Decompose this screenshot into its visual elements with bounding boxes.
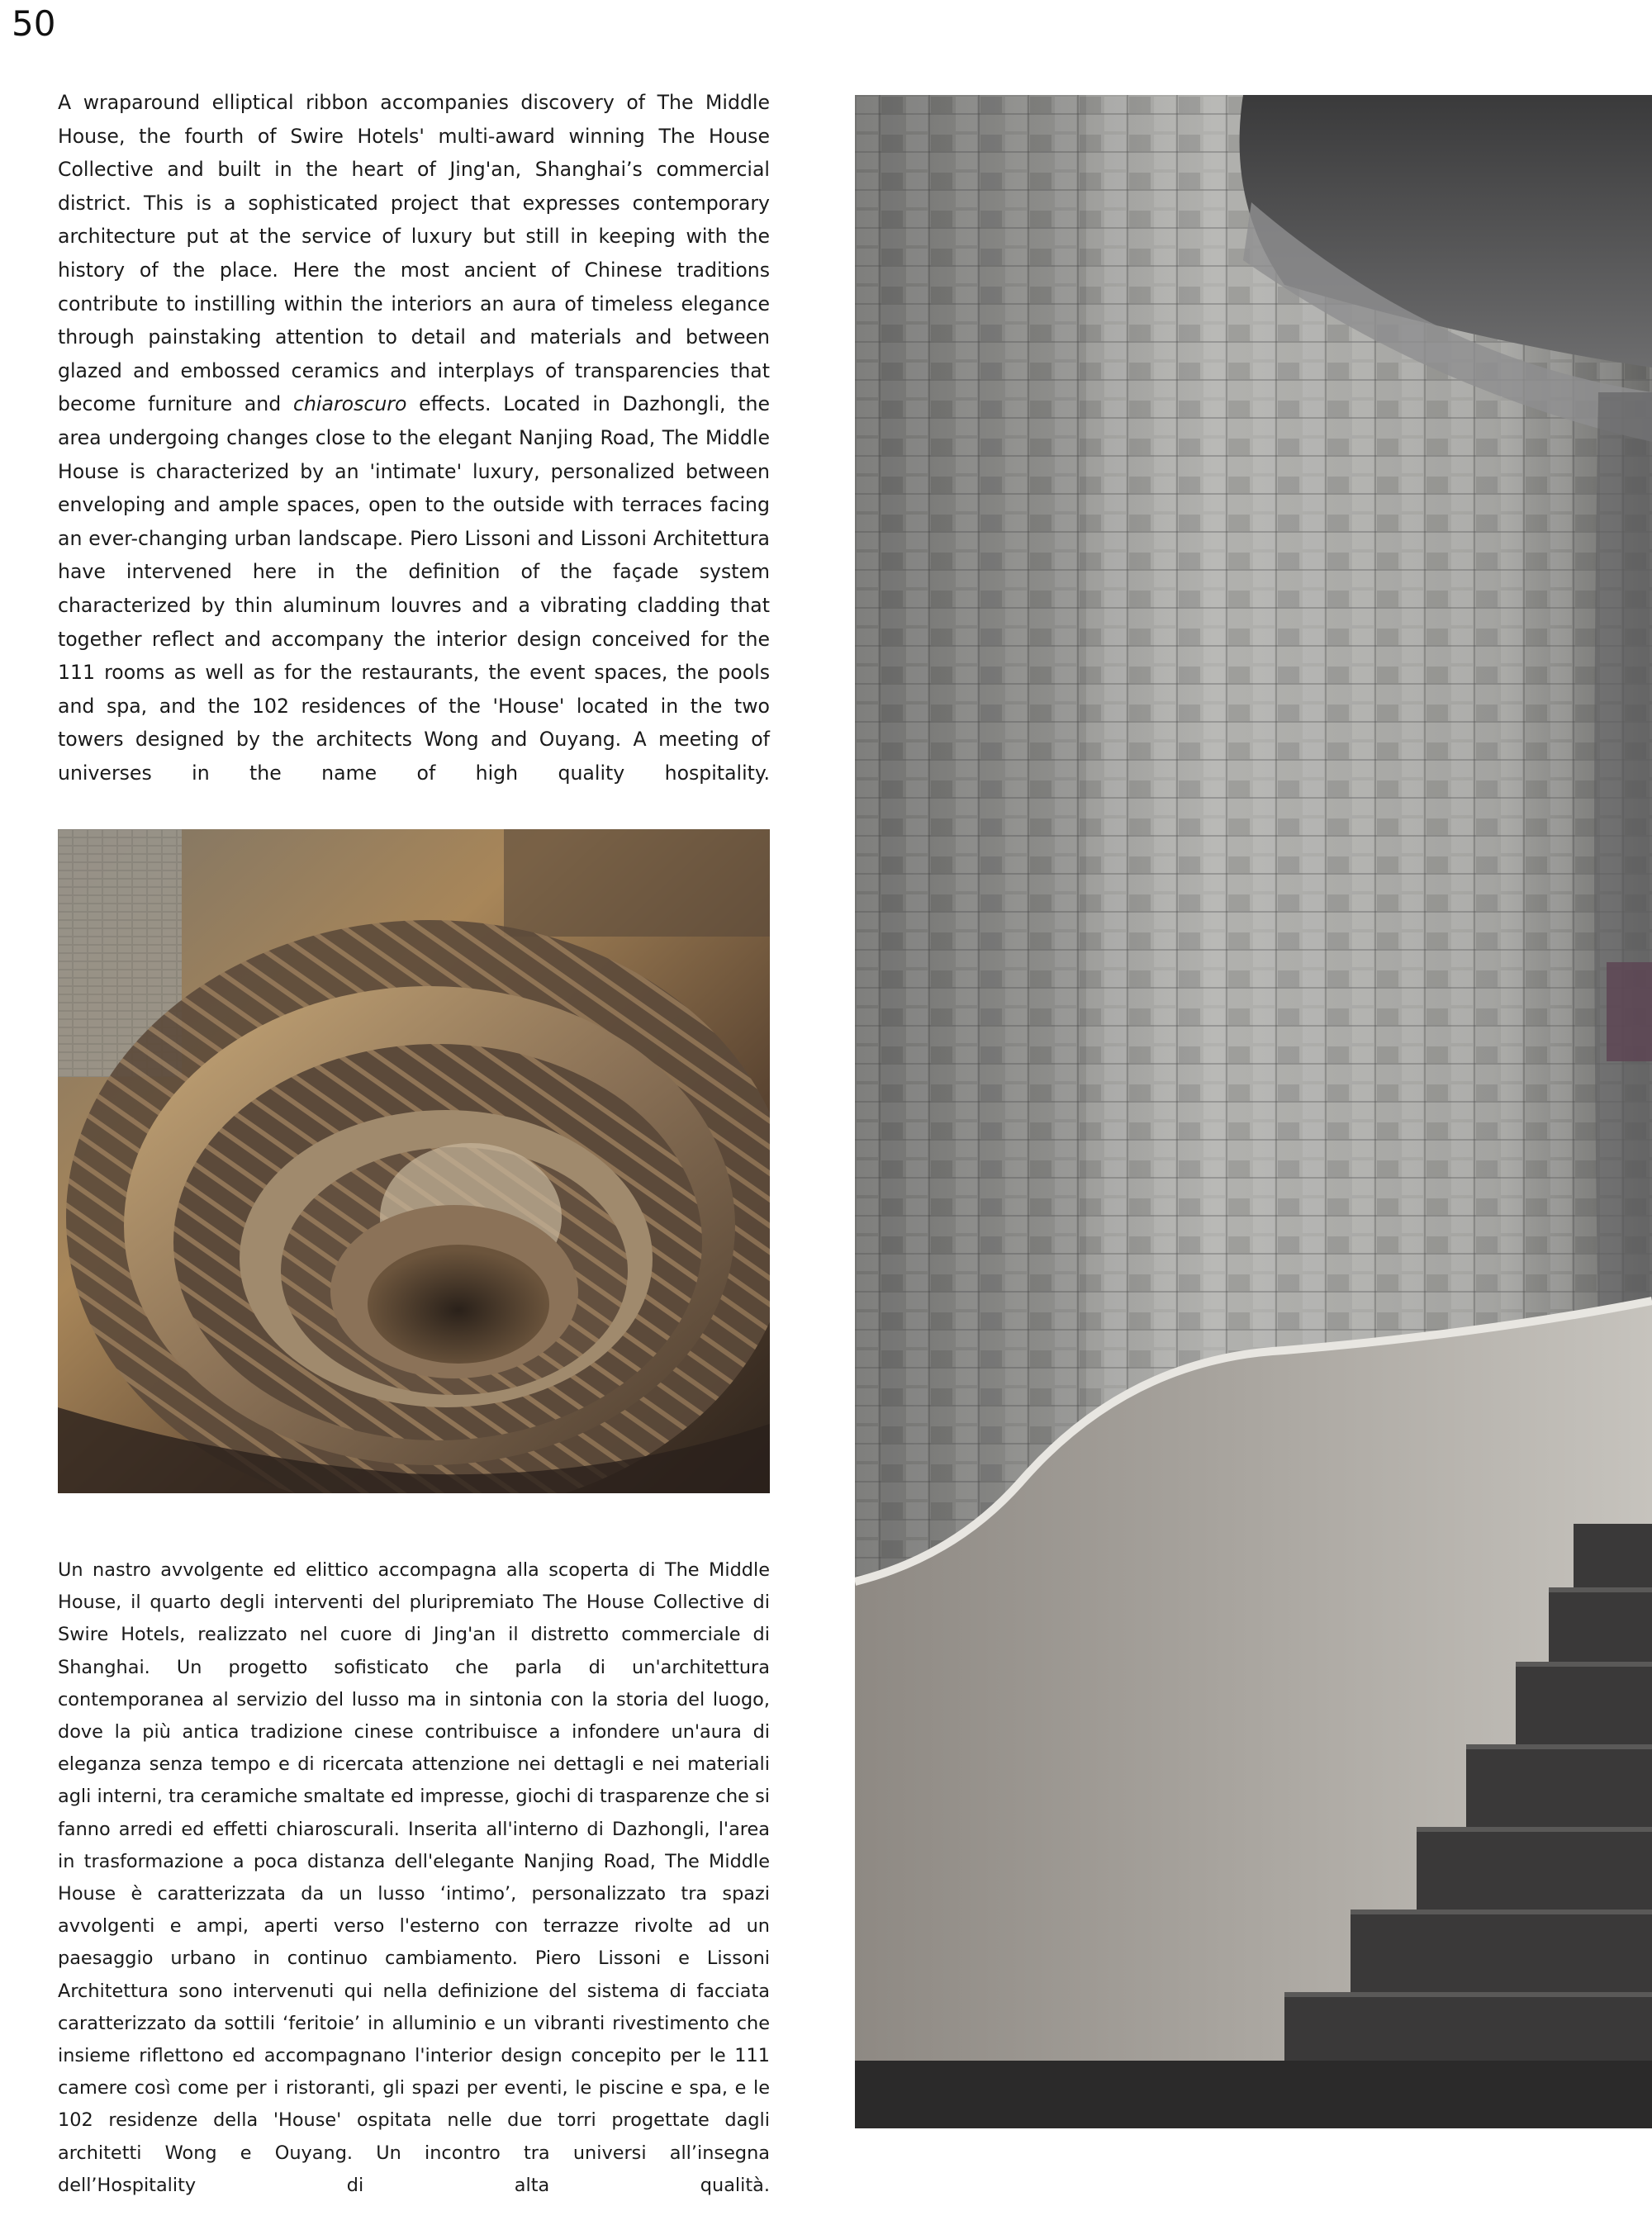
brick-wall-staircase-photo xyxy=(855,95,1652,2128)
english-text-part-2: effects. Located in Dazhongli, the area undergoing changes close to the elegant Nanjing Road, The Middle House is characterized by an 'intimate' luxury, personalized between enveloping and ample spaces, open to the outside with terraces facing an ever-changing urban landscape. Piero Lissoni and Lissoni Architettura have intervened here in the definition of the façade system characterized by thin aluminum louvres and a vibrating cladding that together reflect and accompany the interior design conceived for the 111 rooms as well as for the restaurants, the event spaces, the pools and spa, and the 102 residences of the 'House' located in the two towers designed by the architects Wong and Ouyang. A meeting of universes in the name of high quality hospitality. xyxy=(58,392,770,785)
article-text-english xyxy=(58,86,770,790)
english-text-part-1: A wraparound elliptical ribbon accompanies discovery of The Middle House, the fourth of Swire Hotels' multi-award winning The House Collective and built in the heart of Jing'an, Shanghai’s commercial district. This is a sophisticated project that expresses contemporary architecture put at the service of luxury but still in keeping with the history of the place. Here the most ancient of Chinese traditions contribute to instilling within the interiors an aura of timeless elegance through painstaking attention to detail and materials and between glazed and embossed ceramics and interplays of transparencies that become furniture and xyxy=(58,91,770,416)
article-text-italian: Un nastro avvolgente ed elittico accompagna alla scoperta di The Middle House, il quarto degli interventi del pluripremiato The House Collective di Swire Hotels, realizzato nel cuore di Jing'an il distretto commerciale di Shanghai. Un progetto sofisticato che parla di un'architettura contemporanea al servizio del lusso ma in sintonia con la storia del luogo, dove la più antica tradizione cinese contribuisce a infondere un'aura di eleganza senza tempo e di ricercata attenzione nei dettagli e nei materiali agli interni, tra ceramiche smaltate ed impresse, giochi di trasparenze che si fanno arredi ed effetti chiaroscurali. Inserita all'interno di Dazhongli, l'area in trasformazione a poca distanza dell'elegante Nanjing Road, The Middle House è caratterizzata da un lusso ‘intimo’, personalizzato tra spazi avvolgenti e ampi, aperti verso l'esterno con terrazze rivolte ad un paesaggio urbano in continuo cambiamento. Piero Lissoni e Lissoni Architettura sono intervenuti qui nella definizione del sistema di facciata caratterizzato da sottili ‘feritoie’ in alluminio e un vibranti rivestimento che insieme riflettono ed accompagnano l'interior design concepito per le 111 camere così come per i ristoranti, gli spazi per eventi, le piscine e spa, e le 102 residenze della 'House' ospitata nelle due torri progettate dagli architetti Wong e Ouyang. Un incontro tra universi all’insegna dell’Hospitality di alta qualità. xyxy=(58,1559,770,2196)
spiral-staircase-photo xyxy=(58,829,770,1493)
english-italic-word: chiaroscuro xyxy=(293,392,407,416)
page-number: 50 xyxy=(12,3,56,44)
